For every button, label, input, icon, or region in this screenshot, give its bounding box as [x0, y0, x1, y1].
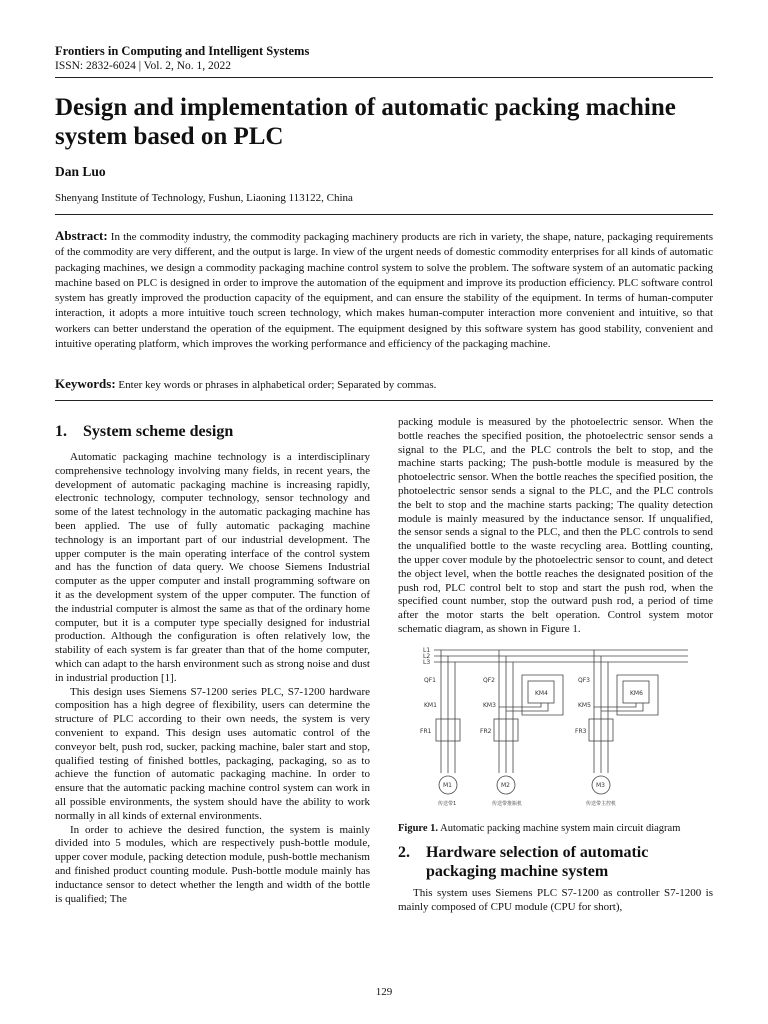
- line-label: L2: [423, 652, 431, 660]
- breaker-label: QF1: [424, 676, 436, 684]
- author-affiliation: Shenyang Institute of Technology, Fushun, Liaoning 113122, China: [55, 192, 353, 204]
- section1-heading: 1. System scheme design: [55, 423, 234, 440]
- header-rule: [55, 77, 713, 78]
- continuation-paragraph: packing module is measured by the photoelectric sensor. When the bottle reaches the specified position, the photoelectric sensor sends a signal to the PLC, and the PLC controls the belt to stop, and the machine starts packing; The push-bottle module is measured by the photoelectric sensor. When the bottle reaches the specified position, the photoelectric sensor sends a signal to the PLC, and the PLC controls the belt to stop and the machine starts packing; The quality detection module is mainly measured by the inductance sensor. If unqualified, the sensor sends a signal to the PLC, and then the PLC controls to send the unqualified bottle to the waste recycling area. Bottling counting, the upper cover module by the photoelectric sensor to count, and detect the object level, when the bottle reaches the designated position of the push rod, PLC control belt to stop and start the push rod, when the specified count number, stop the outward push rod, a period of time after the motor starts the belt operation. Control system motor schematic diagram, as shown in Figure 1.: [398, 416, 713, 635]
- abstract: [55, 228, 713, 352]
- section2-paragraph: This system uses Siemens PLC S7-1200 as controller S7-1200 is mainly composed of CPU module (CPU for short),: [398, 886, 713, 913]
- keywords: [55, 376, 713, 392]
- abstract-text: In the commodity industry, the commodity packaging machinery products are rich in variety, the shape, nature, packaging requirements of the commodity are very different, and the output is large. In view of the urgent needs of domestic commodity enterprises for all kinds of automatic packaging machines, we design a commodity packaging machine control system to solve the problem. The software system of an automatic packing machine based on PLC is designed in order to improve the automation of the equipment and improve its production efficiency. PLC software control system has greatly improved the production capacity of the equipment, and can ensure the stability of the equipment. In terms of human-computer interaction, it adopts a more intuitive touch screen technology, which makes human-computer interaction more convenient and intuitive, so that workers can better understand the operation of the equipment. The equipment designed by this software system has good stability, convenient and intuitive operating platform, which improves the working performance and efficiency of the packaging machine.: [55, 231, 713, 351]
- abstract-top-rule: [55, 214, 713, 215]
- line-label: L3: [423, 658, 431, 666]
- relay-label: FR3: [575, 727, 587, 735]
- motor-label: M3: [596, 781, 605, 789]
- motor-caption: 传送带主控机: [586, 800, 617, 807]
- keywords-bottom-rule: [55, 400, 713, 401]
- circuit-diagram: [398, 645, 713, 813]
- contactor-label: KM6: [630, 689, 643, 697]
- motor-label: M2: [501, 781, 510, 789]
- right-column: [398, 416, 713, 914]
- line-label: L1: [423, 646, 431, 654]
- relay-label: FR1: [420, 727, 432, 735]
- left-column: [55, 422, 370, 906]
- journal-info: ISSN: 2832-6024 | Vol. 2, No. 1, 2022: [55, 60, 231, 72]
- contactor-label: KM3: [483, 701, 496, 709]
- journal-name: Frontiers in Computing and Intelligent Systems: [55, 44, 310, 58]
- keywords-text: Enter key words or phrases in alphabetical order; Separated by commas.: [115, 379, 437, 391]
- author-name: Dan Luo: [55, 164, 106, 179]
- paper-title: Design and implementation of automatic packing machine system based on PLC: [55, 94, 676, 150]
- motor-caption: 传送带推瓶机: [492, 800, 523, 807]
- contactor-label: KM5: [578, 701, 591, 709]
- motor-label: M1: [443, 781, 452, 789]
- contactor-label: KM1: [424, 701, 437, 709]
- section1-paragraph: This design uses Siemens S7-1200 series PLC, S7-1200 hardware composition has a high degree of flexibility, users can determine the structure of PLC according to their own needs, the system is very convenient to expand. This design uses automatic control of the conveyor belt, push rod, sucker, packing machine, baler start and stop, qualified testing of finished bottles, packaging, packaging, so as to achieve the function of automatic packaging machine. In order to ensure that the automatic packing machine control system can work in all possible environments, the system should have the ability to work normally in all kinds of external environments.: [55, 685, 370, 822]
- abstract-label: Abstract:: [55, 228, 108, 243]
- section1-paragraph: Automatic packaging machine technology is a interdisciplinary comprehensive technology involving many fields, in recent years, the development of automatic packaging machine is increasing rapidly, electronic technology, computer technology, sensor technology and some of the latest technology in the automatic packaging machine has been applied. The use of fully automatic packaging machine technology is an important part of our industrial development. The upper computer is the main operating interface of the control system and has the function of data query. We choose Siemens Industrial computer as the upper computer and install programming software on it as the development system of the upper computer. The function of the industrial computer is almost the same as that of the ordinary home computer, but it is a computer type specially designed for industrial production. Although the configuration is often relatively low, the stability of each system is far greater than that of the home computer, which can adapt to the harsh environment such as strong noise and dust in industrial production [1].: [55, 451, 370, 684]
- page-number: 129: [375, 986, 393, 998]
- keywords-label: Keywords:: [55, 376, 116, 391]
- contactor-label: KM4: [535, 689, 548, 697]
- relay-label: FR2: [480, 727, 492, 735]
- journal-header: [55, 44, 715, 73]
- section1-paragraph: In order to achieve the desired function, the system is mainly divided into 5 modules, which are respectively push-bottle module, upper cover module, packing detection module, push-bottle mechanism and finished product counting module. Push-bottle module mainly has inductance sensor to detect whether the length and width of the bottle is qualified; The: [55, 823, 370, 905]
- motor-caption: 传送带1: [438, 800, 457, 807]
- breaker-label: QF2: [483, 676, 495, 684]
- breaker-label: QF3: [578, 676, 590, 684]
- figure-caption: Figure 1. Automatic packing machine system main circuit diagram: [398, 822, 681, 834]
- section2-heading: 2. Hardware selection of automatic packaging machine system: [398, 843, 649, 880]
